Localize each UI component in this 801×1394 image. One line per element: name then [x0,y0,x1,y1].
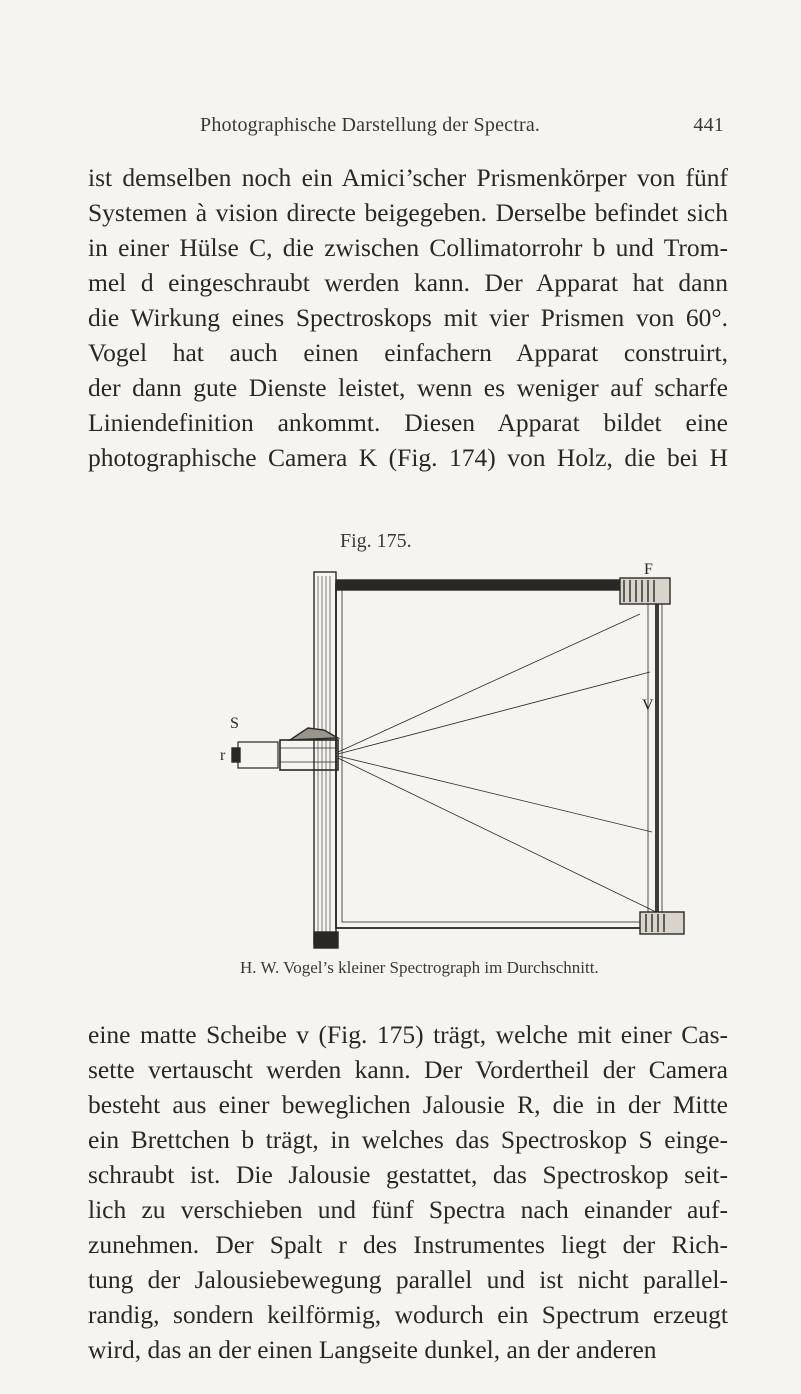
text-line: Systemen à vision directe beigegeben. Derselbe befindet sich [88,198,728,227]
figure-label: Fig. 175. [340,530,412,552]
text-line: besteht aus einer beweglichen Jalousie R, die in der Mitte [88,1090,728,1119]
text-line: ist demselben noch ein Amici’scher Prismenkörper von fünf [88,163,728,192]
paragraph-top [88,160,728,475]
spectroscope-tube [280,740,338,770]
text-line: zunehmen. Der Spalt r des Instrumentes liegt der Rich- [88,1230,728,1259]
running-title: Photographische Darstellung der Spectra. [200,114,541,136]
text-line: tung der Jalousiebewegung parallel und ist nicht parallel- [88,1265,728,1294]
running-header [200,114,724,137]
text-line: lich zu verschieben und fünf Spectra nach einander auf- [88,1195,728,1224]
text-line: schraubt ist. Die Jalousie gestattet, das Spectroskop seit- [88,1160,728,1189]
top-rail [336,580,666,590]
text-line: photographische Camera K (Fig. 174) von Holz, die bei H [88,443,728,472]
text-line: eine matte Scheibe v (Fig. 175) trägt, welche mit einer Cas- [88,1020,728,1049]
letter-r: r [220,747,226,764]
front-board [314,572,336,944]
page-number: 441 [693,114,724,136]
text-line: Vogel hat auch einen einfachern Apparat construirt, [88,338,728,367]
text-line: mel d eingeschraubt werden kann. Der Apparat hat dann [88,268,728,297]
text-line: ein Brettchen b trägt, in welches das Spectroskop S einge- [88,1125,728,1154]
text-line: Liniendefinition ankommt. Diesen Apparat bildet eine [88,408,728,437]
camera-box [336,584,656,928]
letter-s: S [230,715,239,732]
text-line: wird, das an der einen Langseite dunkel, an der anderen [88,1335,657,1364]
text-line: randig, sondern keilförmig, wodurch ein Spectrum erzeugt [88,1300,728,1329]
text-line: die Wirkung eines Spectroskops mit vier Prismen von 60°. [88,303,728,332]
letter-v: V [642,697,654,714]
figure-caption: H. W. Vogel’s kleiner Spectrograph im Durchschnitt. [240,958,599,977]
text-line: in einer Hülse C, die zwischen Collimatorrohr b und Trom- [88,233,728,262]
text-line: sette vertauscht werden kann. Der Vordertheil der Camera [88,1055,728,1084]
letter-f: F [644,561,653,578]
paragraph-bottom [88,1017,728,1367]
text-line: der dann gute Dienste leistet, wenn es weniger auf scharfe [88,373,728,402]
spectrograph-figure [220,561,718,952]
cassette-f [620,578,670,604]
